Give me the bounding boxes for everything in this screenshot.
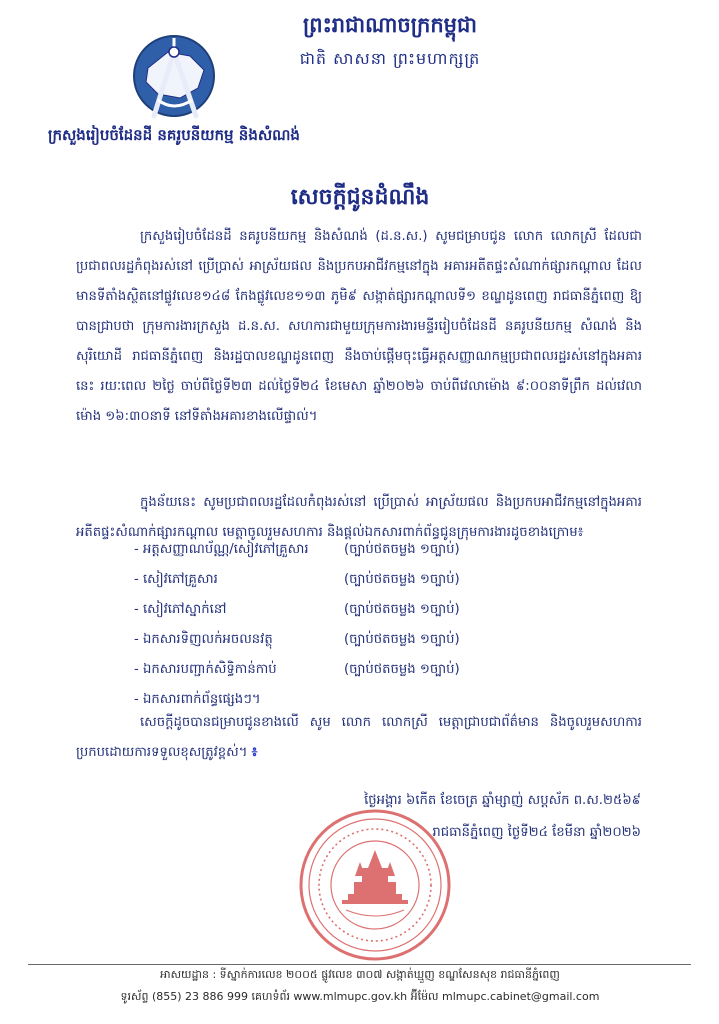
footer-divider — [28, 964, 691, 965]
lunar-date: ថ្ងៃអង្គារ ៦កើត ខែចេត្រ ឆ្នាំម្សាញ់ សប្តស័ក ព.ស.២៥៦៩ — [364, 793, 641, 808]
footer-address: អាសយដ្ឋាន : ទីស្នាក់ការលេខ ២០០៥ ផ្លូវលេខ ៣០៧ សង្កាត់ឃ្មួញ ខណ្ឌសែនសុខ រាជធានីភ្នំពេញ — [160, 968, 560, 981]
gregorian-date: រាជធានីភ្នំពេញ ថ្ងៃទី២៤ ខែមីនា ឆ្នាំ២០២៦ — [432, 825, 641, 840]
document-copies: (ច្បាប់ថតចម្លង ១ច្បាប់) — [344, 571, 460, 587]
document-name: - ឯកសារទិញលក់អចលនវត្ថុ — [134, 631, 273, 647]
document-copies: (ច្បាប់ថតចម្លង ១ច្បាប់) — [344, 541, 460, 557]
document-name: - ឯកសារពាក់ព័ន្ធផ្សេងៗ។ — [134, 691, 261, 707]
document-name: - សៀវភៅគ្រួសារ — [134, 571, 218, 587]
required-documents-list — [134, 535, 554, 715]
list-item — [134, 595, 554, 625]
list-item — [134, 655, 554, 685]
document-name: - សៀវភៅស្នាក់នៅ — [134, 601, 227, 617]
intro-paragraph: ក្រសួងរៀបចំដែនដី នគរូបនីយកម្ម និងសំណង់ (ដ.ន.ស.) សូមជម្រាបជូន លោក លោកស្រី ដែលជាប្រជាពលរដ្ឋកំពុងរស់នៅ ប្រើប្រាស់ អាស្រ័យផល និងប្រកបអាជីវកម្មនៅក្នុង អគារអតីតផ្ទះសំណាក់ផ្សារកណ្តាល ដែលមានទីតាំងស្ថិតនៅផ្លូវលេខ១៤៨ កែងផ្លូវលេខ១១៣ ភូមិ៩ សង្កាត់ផ្សារកណ្តាលទី១ ខណ្ឌដូនពេញ រាជធានីភ្នំពេញ ឱ្យបានជ្រាបថា ក្រុមការងារក្រសួង ដ.ន.ស. សហការជាមួយក្រុមការងារមន្ទីររៀបចំដែនដី នគរូបនីយកម្ម សំណង់ និងសុរិយោដី រាជធានីភ្នំពេញ និងរដ្ឋបាលខណ្ឌដូនពេញ នឹងចាប់ផ្តើមចុះធ្វើអត្តសញ្ញាណកម្មប្រជាពលរដ្ឋរស់នៅក្នុងអគារនេះ រយៈពេល ២ថ្ងៃ ចាប់ពីថ្ងៃទី២៣ ដល់ថ្ងៃទី២៤ ខែមេសា ឆ្នាំ២០២៦ ចាប់ពីវេលាម៉ោង ៩:០០នាទីព្រឹក ដល់វេលាម៉ោង ១៦:៣០នាទី នៅទីតាំងអគារខាងលើផ្ទាល់។ — [76, 229, 642, 424]
footer-contact: ទូរស័ព្ទ (855) 23 886 999 គេហទំព័រ www.mlmupc.gov.kh អ៊ីម៉ែល mlmupc.cabinet@gmail.com — [120, 990, 600, 1003]
ministry-name: ក្រសួងរៀបចំដែនដី នគរូបនីយកម្ម និងសំណង់ — [48, 126, 300, 144]
kingdom-title: ព្រះរាជាណាចក្រកម្ពុជា — [302, 12, 477, 37]
closing-paragraph — [76, 708, 642, 768]
national-motto: ជាតិ សាសនា ព្រះមហាក្សត្រ — [299, 49, 481, 68]
list-item — [134, 535, 554, 565]
document-copies: (ច្បាប់ថតចម្លង ១ច្បាប់) — [344, 661, 460, 677]
closing-mark: ៖ — [251, 745, 258, 760]
request-paragraph: ក្នុងន័យនេះ សូមប្រជាពលរដ្ឋដែលកំពុងរស់នៅ ប្រើប្រាស់ អាស្រ័យផល និងប្រកបអាជីវកម្មនៅក្នុងអគារអតីតផ្ទះសំណាក់ផ្សារកណ្តាល មេត្តាចូលរួមសហការ និងផ្តល់ឯកសារពាក់ព័ន្ធជូនក្រុមការងារដូចខាងក្រោម៖ — [76, 495, 642, 540]
official-seal — [296, 806, 454, 964]
notice-title: សេចក្តីជូនដំណឹង — [290, 184, 430, 210]
closing-text: សេចក្តីដូចបានជម្រាបជូនខាងលើ សូម លោក លោកស្រី មេត្តាជ្រាបជាព័ត៌មាន និងចូលរួមសហការប្រកបដោយការទទួលខុសត្រូវខ្ពស់។ — [76, 715, 642, 760]
document-copies: (ច្បាប់ថតចម្លង ១ច្បាប់) — [344, 601, 460, 617]
list-item — [134, 565, 554, 595]
ministry-logo — [118, 30, 230, 128]
list-item — [134, 625, 554, 655]
document-name: - ឯកសារបញ្ជាក់សិទ្ធិកាន់កាប់ — [134, 661, 277, 677]
document-name: - អត្តសញ្ញាណប័ណ្ណ/សៀវភៅគ្រួសារ — [134, 541, 309, 557]
document-copies: (ច្បាប់ថតចម្លង ១ច្បាប់) — [344, 631, 460, 647]
